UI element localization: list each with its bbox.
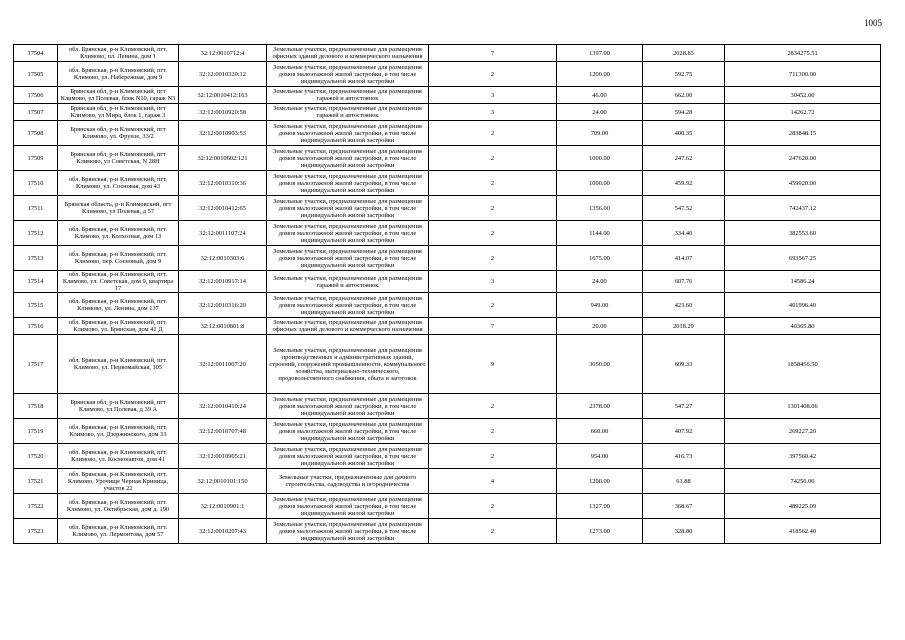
area-cell: 46.00	[557, 87, 643, 104]
area-cell: 20.00	[557, 318, 643, 335]
group-cell: 2	[429, 196, 557, 221]
row-number: 17505	[14, 62, 58, 87]
address-cell: обл. Брянская, р-н Климовский, пгт. Климово, ул. Первомайская, 105	[58, 335, 179, 394]
land-use-purpose-cell: Земельные участки, предназначенные для размещения офисных зданий делового и коммерческого назначения	[267, 45, 429, 62]
table-body	[14, 45, 881, 544]
area-cell: 1000.00	[557, 146, 643, 171]
address-cell: обл. Брянская, р-н Климовский, пгт. Климово, ул. Колхозная, дом 13	[58, 221, 179, 246]
group-cell: 9	[429, 335, 557, 394]
address-cell: обл. Брянская, р-н Климовский, пгт. Климово, ул. Брянская, дом 41 Д	[58, 318, 179, 335]
land-use-purpose-cell: Земельные участки, предназначенные для размещения домов малоэтажной жилой застройки, в том числе индивидуальной жилой застройки	[267, 62, 429, 87]
address-cell: обл. Брянская, р-н Климовский, пгт. Климово, ул. Октябрьская, дом д. 190	[58, 494, 179, 519]
specific-value-cell: 592.75	[643, 62, 725, 87]
table-row	[14, 335, 881, 394]
specific-value-cell: 416.73	[643, 444, 725, 469]
table-row	[14, 419, 881, 444]
row-number: 17506	[14, 87, 58, 104]
row-number: 17509	[14, 146, 58, 171]
address-cell: обл. Брянская, р-н Климовский, пгт. Климово, пер. Сосновый, дом 9	[58, 246, 179, 271]
row-number: 17504	[14, 45, 58, 62]
cadastral-value-cell: 693567.25	[725, 246, 881, 271]
cadastral-number-cell: 32:12:0010712:4	[179, 45, 267, 62]
address-cell: Брянская область, р-н Климовский, пгт Климово, ул Полевая, д 57	[58, 196, 179, 221]
table-row	[14, 318, 881, 335]
table-row	[14, 444, 881, 469]
row-number: 17507	[14, 104, 58, 121]
area-cell: 709.00	[557, 121, 643, 146]
land-use-purpose-cell: Земельные участки, предназначенные для размещения домов малоэтажной жилой застройки, в том числе индивидуальной жилой застройки	[267, 171, 429, 196]
specific-value-cell: 662.00	[643, 87, 725, 104]
area-cell: 2378.00	[557, 394, 643, 419]
cadastral-value-cell: 14586.24	[725, 271, 881, 293]
specific-value-cell: 368.67	[643, 494, 725, 519]
specific-value-cell: 334.40	[643, 221, 725, 246]
table-row	[14, 494, 881, 519]
row-number: 17519	[14, 419, 58, 444]
cadastral-value-cell: 30452.00	[725, 87, 881, 104]
area-cell: 1397.00	[557, 45, 643, 62]
cadastral-value-cell: 459920.00	[725, 171, 881, 196]
row-number: 17511	[14, 196, 58, 221]
group-cell: 2	[429, 121, 557, 146]
row-number: 17520	[14, 444, 58, 469]
group-cell: 7	[429, 318, 557, 335]
table-row	[14, 104, 881, 121]
land-use-purpose-cell: Земельные участки, предназначенные для размещения домов малоэтажной жилой застройки, в том числе индивидуальной жилой застройки	[267, 293, 429, 318]
row-number: 17508	[14, 121, 58, 146]
cadastral-value-cell: 1858456.50	[725, 335, 881, 394]
land-use-purpose-cell: Земельные участки, предназначенные для размещения гаражей и автостоянок	[267, 87, 429, 104]
cadastral-number-cell: 32:12:0010412:163	[179, 87, 267, 104]
cadastral-number-cell: 32:12:0010101:150	[179, 469, 267, 494]
table-row	[14, 394, 881, 419]
table-row	[14, 519, 881, 544]
address-cell: обл. Брянская, р-н Климовский, пгт. Климово, ул. Советская, дом 9, квартира 17	[58, 271, 179, 293]
specific-value-cell: 2028.83	[643, 45, 725, 62]
address-cell: Брянская обл, р-н Климовский, пгт Климово, ул Мира, блок 1, гараж 3	[58, 104, 179, 121]
land-use-purpose-cell: Земельные участки, предназначенные для размещения домов малоэтажной жилой застройки, в том числе индивидуальной жилой застройки	[267, 444, 429, 469]
address-cell: Брянская обл, р-н Климовский, пгт Климово, ул. Фрунзе, 33/2	[58, 121, 179, 146]
page-number: 1005	[864, 18, 882, 28]
area-cell: 1200.00	[557, 469, 643, 494]
address-cell: обл. Брянская, р-н Климовский, пгт. Климово, ул. Сосновая, дом 43	[58, 171, 179, 196]
area-cell: 954.00	[557, 444, 643, 469]
land-use-purpose-cell: Земельные участки, предназначенные для размещения домов малоэтажной жилой застройки, в том числе индивидуальной жилой застройки	[267, 221, 429, 246]
group-cell: 2	[429, 444, 557, 469]
row-number: 17521	[14, 469, 58, 494]
cadastral-value-cell: 418562.40	[725, 519, 881, 544]
specific-value-cell: 594.28	[643, 104, 725, 121]
table-row	[14, 469, 881, 494]
specific-value-cell: 328.80	[643, 519, 725, 544]
row-number: 17515	[14, 293, 58, 318]
cadastral-number-cell: 32:12:0010602:121	[179, 146, 267, 171]
cadastral-number-cell: 32:12:0011007:20	[179, 335, 267, 394]
table-row	[14, 246, 881, 271]
cadastral-number-cell: 32:12:0010320:12	[179, 62, 267, 87]
table-row	[14, 171, 881, 196]
address-cell: Брянская обл, р-н Климовский, пгт Климово, ул Советская, N 28Н	[58, 146, 179, 171]
specific-value-cell: 247.62	[643, 146, 725, 171]
row-number: 17516	[14, 318, 58, 335]
cadastral-value-cell: 489225.09	[725, 494, 881, 519]
group-cell: 7	[429, 45, 557, 62]
land-use-purpose-cell: Земельные участки, предназначенные для размещения офисных зданий делового и коммерческого назначения	[267, 318, 429, 335]
cadastral-value-cell: 14262.72	[725, 104, 881, 121]
specific-value-cell: 607.76	[643, 271, 725, 293]
area-cell: 660.00	[557, 419, 643, 444]
specific-value-cell: 609.33	[643, 335, 725, 394]
group-cell: 3	[429, 104, 557, 121]
land-use-purpose-cell: Земельные участки, предназначенные для размещения домов малоэтажной жилой застройки, в том числе индивидуальной жилой застройки	[267, 519, 429, 544]
land-use-purpose-cell: Земельные участки, предназначенные для размещения гаражей и автостоянок	[267, 104, 429, 121]
address-cell: обл. Брянская, р-н Климовский, пгт. Климово, ул. Дзержинского, дом 33	[58, 419, 179, 444]
land-use-purpose-cell: Земельные участки, предназначенные для размещения домов малоэтажной жилой застройки, в том числе индивидуальной жилой застройки	[267, 246, 429, 271]
area-cell: 1273.00	[557, 519, 643, 544]
table-row	[14, 293, 881, 318]
cadastral-number-cell: 32:12:0010310:36	[179, 171, 267, 196]
specific-value-cell: 61.88	[643, 469, 725, 494]
area-cell: 1327.00	[557, 494, 643, 519]
specific-value-cell: 459.92	[643, 171, 725, 196]
address-cell: обл. Брянская, р-н Климовский, пгт. Климово, Урочище Черная Криница, участок 22	[58, 469, 179, 494]
address-cell: обл. Брянская, р-н Климовский, пгт. Климово, ул. Набережная, дом 9	[58, 62, 179, 87]
area-cell: 1200.00	[557, 62, 643, 87]
row-number: 17518	[14, 394, 58, 419]
row-number: 17512	[14, 221, 58, 246]
cadastral-number-cell: 32:12:0010901:1	[179, 494, 267, 519]
specific-value-cell: 423.60	[643, 293, 725, 318]
cadastral-value-table	[13, 44, 881, 544]
group-cell: 2	[429, 146, 557, 171]
address-cell: обл. Брянская, р-н Климовский, пгт. Климово, ул. Ленина, дом 137	[58, 293, 179, 318]
cadastral-value-cell: 711300.00	[725, 62, 881, 87]
group-cell: 2	[429, 494, 557, 519]
area-cell: 1144.00	[557, 221, 643, 246]
cadastral-number-cell: 32:12:0010410:24	[179, 394, 267, 419]
land-use-purpose-cell: Земельные участки, предназначенные для дачного строительства, садоводства и огородничества	[267, 469, 429, 494]
row-number: 17517	[14, 335, 58, 394]
land-use-purpose-cell: Земельные участки, предназначенные для размещения домов малоэтажной жилой застройки, в том числе индивидуальной жилой застройки	[267, 196, 429, 221]
area-cell: 1356.00	[557, 196, 643, 221]
address-cell: обл. Брянская, р-н Климовский, пгт. Климово, пл. Ленина, дом 1	[58, 45, 179, 62]
table-row	[14, 221, 881, 246]
cadastral-value-cell: 1301408.06	[725, 394, 881, 419]
area-cell: 949.00	[557, 293, 643, 318]
cadastral-value-cell: 269227.20	[725, 419, 881, 444]
group-cell: 2	[429, 171, 557, 196]
cadastral-number-cell: 32:12:0011107:24	[179, 221, 267, 246]
land-use-purpose-cell: Земельные участки, предназначенные для размещения домов малоэтажной жилой застройки, в том числе индивидуальной жилой застройки	[267, 394, 429, 419]
cadastral-value-cell: 401996.40	[725, 293, 881, 318]
cadastral-number-cell: 32:12:0010905:21	[179, 444, 267, 469]
group-cell: 2	[429, 221, 557, 246]
land-use-purpose-cell: Земельные участки, предназначенные для размещения домов малоэтажной жилой застройки, в том числе индивидуальной жилой застройки	[267, 121, 429, 146]
cadastral-value-cell: 2834275.51	[725, 45, 881, 62]
table-row	[14, 121, 881, 146]
specific-value-cell: 414.07	[643, 246, 725, 271]
row-number: 17510	[14, 171, 58, 196]
address-cell: Брянская обл, р-н Климовский, пгт Климово, ул Полевая, блок N10, гараж N3	[58, 87, 179, 104]
cadastral-number-cell: 32:12:0010207:43	[179, 519, 267, 544]
cadastral-value-cell: 742437.12	[725, 196, 881, 221]
cadastral-number-cell: 32:12:0010707:48	[179, 419, 267, 444]
row-number: 17523	[14, 519, 58, 544]
cadastral-number-cell: 32:12:0010801:8	[179, 318, 267, 335]
specific-value-cell: 407.92	[643, 419, 725, 444]
land-use-purpose-cell: Земельные участки, предназначенные для размещения домов малоэтажной жилой застройки, в том числе индивидуальной жилой застройки	[267, 419, 429, 444]
area-cell: 3050.00	[557, 335, 643, 394]
group-cell: 2	[429, 394, 557, 419]
cadastral-value-cell: 382553.60	[725, 221, 881, 246]
cadastral-number-cell: 32:12:0010903:53	[179, 121, 267, 146]
table-row	[14, 87, 881, 104]
row-number: 17514	[14, 271, 58, 293]
group-cell: 2	[429, 293, 557, 318]
address-cell: обл. Брянская, р-н Климовский, пгт. Климово, ул. Космонавтов, дом 41	[58, 444, 179, 469]
area-cell: 1675.00	[557, 246, 643, 271]
table-row	[14, 146, 881, 171]
area-cell: 24.00	[557, 271, 643, 293]
specific-value-cell: 547.52	[643, 196, 725, 221]
row-number: 17513	[14, 246, 58, 271]
area-cell: 1000.00	[557, 171, 643, 196]
group-cell: 2	[429, 419, 557, 444]
group-cell: 2	[429, 62, 557, 87]
table-row	[14, 196, 881, 221]
group-cell: 4	[429, 469, 557, 494]
specific-value-cell: 547.27	[643, 394, 725, 419]
group-cell: 2	[429, 246, 557, 271]
table-row	[14, 271, 881, 293]
group-cell: 3	[429, 271, 557, 293]
cadastral-value-cell: 74256.00	[725, 469, 881, 494]
cadastral-number-cell: 32:12:0010917:14	[179, 271, 267, 293]
table-row	[14, 62, 881, 87]
land-use-purpose-cell: Земельные участки, предназначенные для размещения домов малоэтажной жилой застройки, в том числе индивидуальной жилой застройки	[267, 146, 429, 171]
specific-value-cell: 400.35	[643, 121, 725, 146]
specific-value-cell: 2018.29	[643, 318, 725, 335]
area-cell: 24.00	[557, 104, 643, 121]
land-use-purpose-cell: Земельные участки, предназначенные для размещения домов малоэтажной жилой застройки, в том числе индивидуальной жилой застройки	[267, 494, 429, 519]
row-number: 17522	[14, 494, 58, 519]
table-row	[14, 45, 881, 62]
cadastral-number-cell: 32:12:0010412:65	[179, 196, 267, 221]
group-cell: 2	[429, 519, 557, 544]
address-cell: Брянская обл, р-н Климовский, пгт Климово, ул Полевая, д 39 А	[58, 394, 179, 419]
group-cell: 3	[429, 87, 557, 104]
cadastral-number-cell: 32:12:0010920:58	[179, 104, 267, 121]
land-use-purpose-cell: Земельные участки, предназначенные для размещения производственных и административных зданий, строений, сооружений промышленности, коммунального хозяйства, материально-технического, продовольственного снабжения, сбыта и заготовок	[267, 335, 429, 394]
cadastral-value-cell: 397560.42	[725, 444, 881, 469]
cadastral-number-cell: 32:12:0010303:6	[179, 246, 267, 271]
cadastral-value-cell: 283848.15	[725, 121, 881, 146]
land-use-purpose-cell: Земельные участки, предназначенные для размещения гаражей и автостоянок	[267, 271, 429, 293]
cadastral-value-cell: 40365.80	[725, 318, 881, 335]
cadastral-number-cell: 32:12:0010316:20	[179, 293, 267, 318]
cadastral-value-cell: 247620.00	[725, 146, 881, 171]
address-cell: обл. Брянская, р-н Климовский, пгт. Климово, ул. Лермонтова, дом 57	[58, 519, 179, 544]
